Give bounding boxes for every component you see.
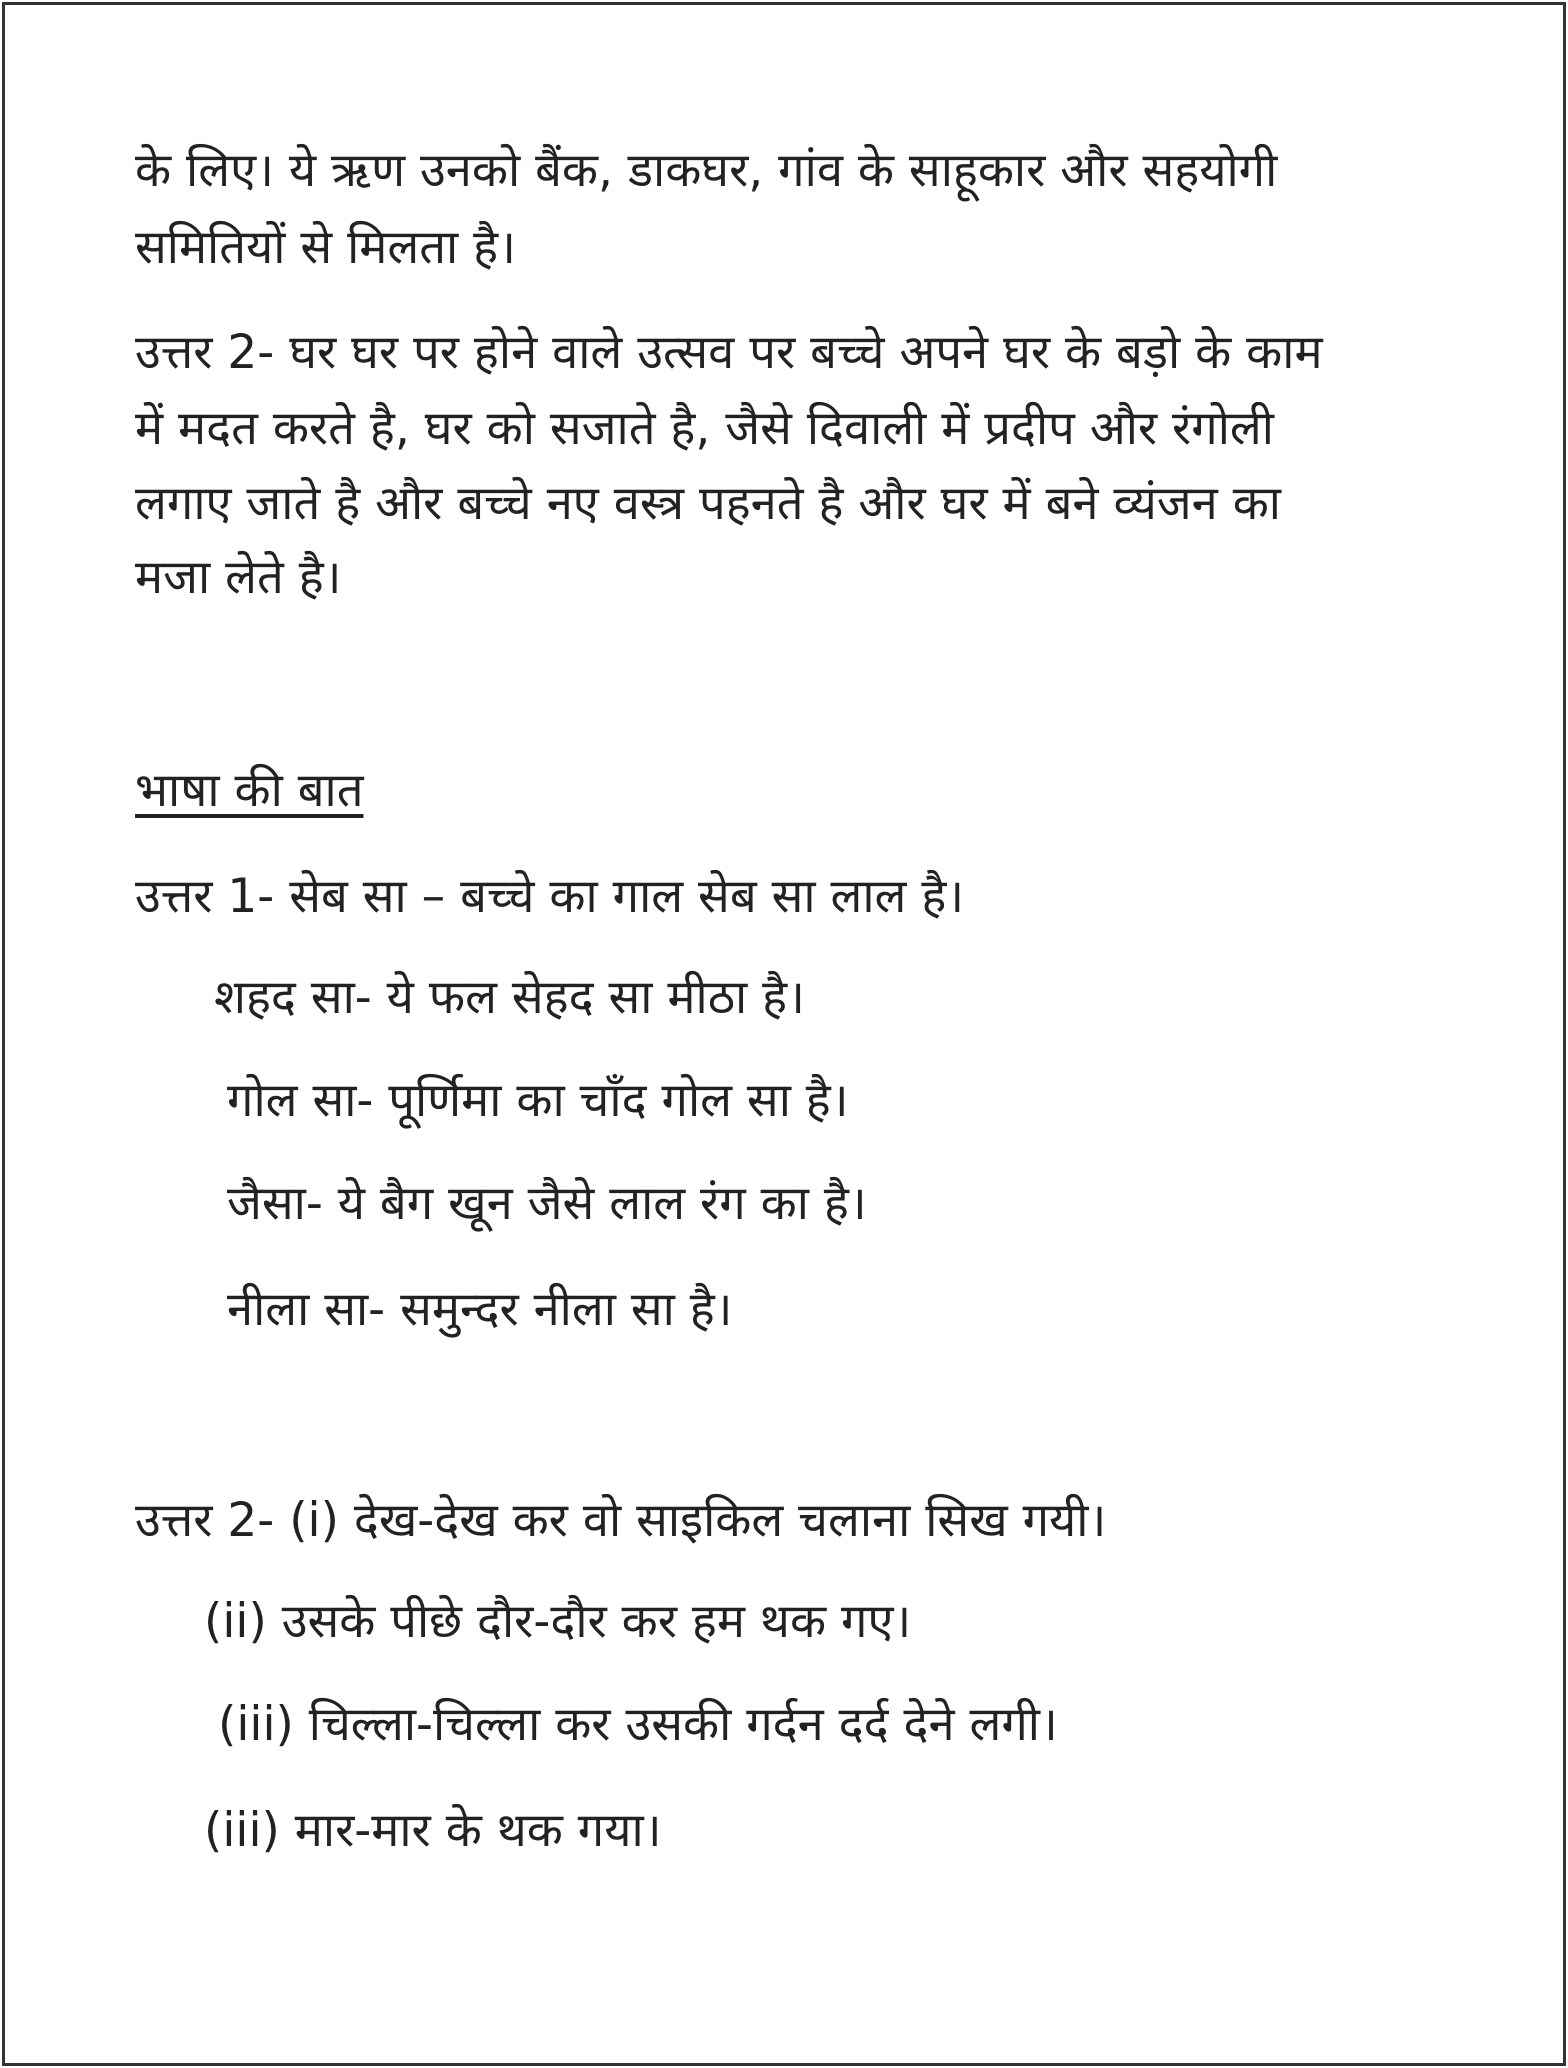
- text-line: उत्तर 1- सेब सा – बच्चे का गाल सेब सा लाल है।: [135, 869, 965, 924]
- text-line: के लिए। ये ऋण उनको बैंक, डाकघर, गांव के साहूकार और सहयोगी: [135, 143, 1278, 198]
- text-line: (ii) उसके पीछे दौर-दौर कर हम थक गए।: [204, 1594, 912, 1649]
- text-line: नीला सा- समुन्दर नीला सा है।: [227, 1282, 733, 1337]
- section-heading: भाषा की बात: [135, 763, 364, 818]
- text-line: लगाए जाते है और बच्चे नए वस्त्र पहनते है और घर में बने व्यंजन का: [135, 476, 1281, 531]
- text-line: समितियों से मिलता है।: [135, 220, 516, 275]
- page-border: [2, 2, 1566, 2066]
- text-line: उत्तर 2- घर घर पर होने वाले उत्सव पर बच्चे अपने घर के बड़ो के काम: [135, 325, 1323, 380]
- text-line: जैसा- ये बैग खून जैसे लाल रंग का है।: [227, 1176, 867, 1231]
- text-line: शहद सा- ये फल सेहद सा मीठा है।: [214, 970, 805, 1025]
- text-line: मजा लेते है।: [135, 550, 342, 605]
- text-line: उत्तर 2- (i) देख-देख कर वो साइकिल चलाना सिख गयी।: [135, 1493, 1107, 1548]
- text-line: (iii) मार-मार के थक गया।: [204, 1803, 662, 1858]
- text-line: (iii) चिल्ला-चिल्ला कर उसकी गर्दन दर्द देने लगी।: [218, 1697, 1058, 1752]
- text-line: गोल सा- पूर्णिमा का चाँद गोल सा है।: [227, 1073, 849, 1128]
- text-line: में मदत करते है, घर को सजाते है, जैसे दिवाली में प्रदीप और रंगोली: [135, 401, 1274, 456]
